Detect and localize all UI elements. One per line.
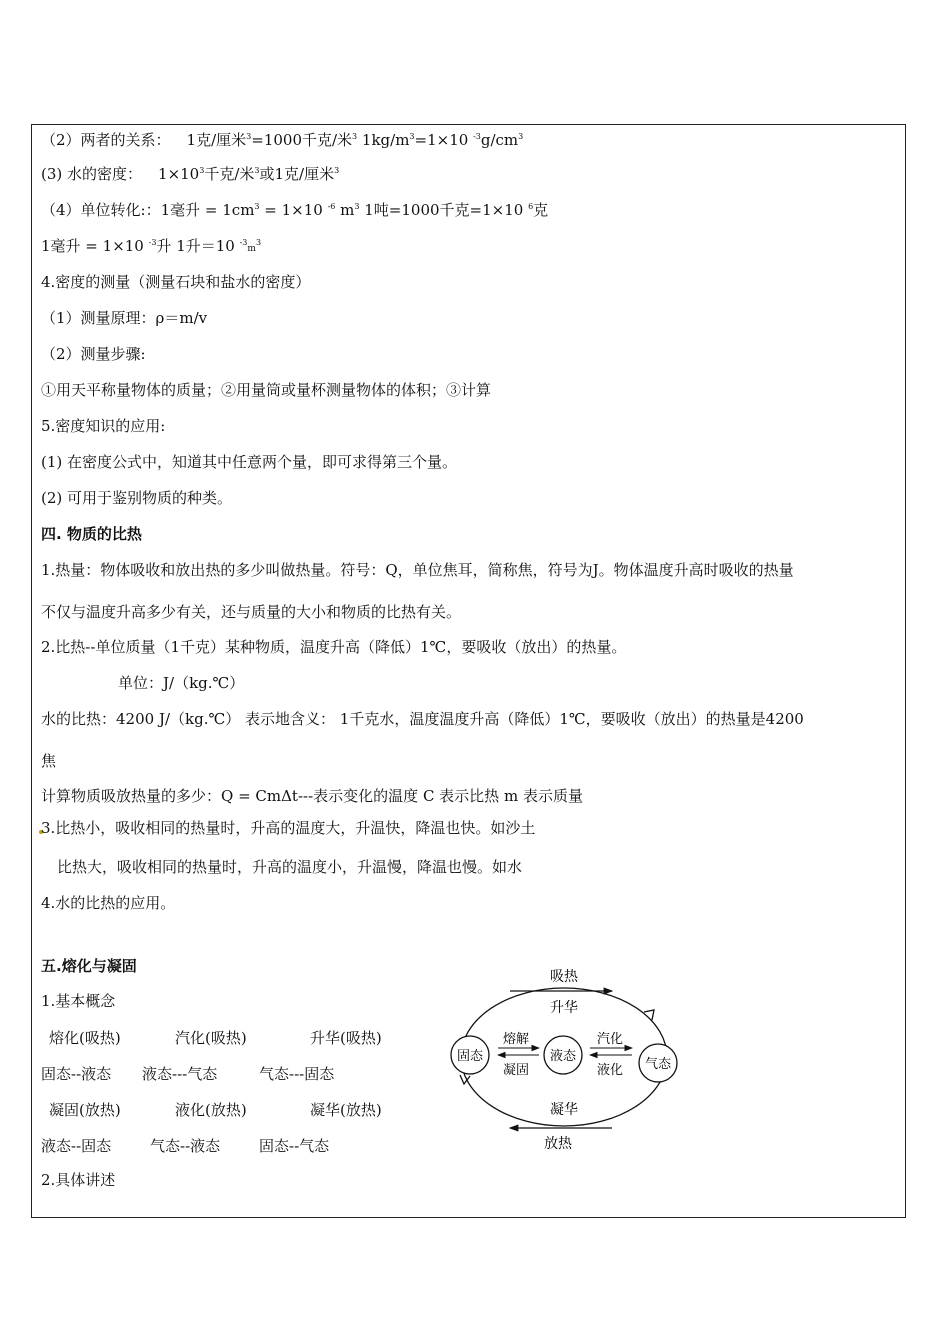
heat-calculation: 计算物质吸放热量的多少：Q = CmΔt---表示变化的温度 C 表示比热 m 表示质量 (41, 787, 583, 805)
concept-liquefaction: 液化(放热) (175, 1101, 247, 1119)
measurement-steps-title: （2）测量步骤: (41, 345, 146, 363)
detail-title: 2.具体讲述 (41, 1171, 116, 1189)
unit-conversion-line: （4）单位转化:：1毫升 = $1cm^3 = 1\times 10$ $^{-6}$ $m^3$ 1吨=1000千克=1×10 $^6$克 (41, 201, 549, 219)
concept-solid-liquid: 固态--液态 (41, 1065, 112, 1083)
section-heading-specific-heat: 四. 物质的比热 (41, 525, 142, 543)
concept-sublimation: 升华(吸热) (310, 1029, 382, 1047)
concept-melting: 熔化(吸热) (49, 1029, 121, 1047)
liquid-label: 液态 (549, 1049, 577, 1064)
concept-vaporization: 汽化(吸热) (175, 1029, 247, 1047)
specific-heat-unit: 单位：J/（kg.℃） (118, 674, 245, 692)
concept-gas-solid: 气态---固态 (259, 1065, 335, 1083)
concept-freezing: 凝固(放热) (49, 1101, 121, 1119)
vaporization-label: 汽化 (596, 1032, 624, 1047)
concept-liquid-gas: 液态---气态 (142, 1065, 218, 1083)
release-heat-label: 放热 (544, 1136, 572, 1152)
phase-change-diagram (440, 962, 690, 1158)
sublimation-label: 升华 (550, 1000, 578, 1016)
melting-label: 熔解 (502, 1032, 530, 1047)
application-item-1: (1) 在密度公式中，知道其中任意两个量，即可求得第三个量。 (41, 453, 458, 471)
unit-conversion-line-2: 1毫升 = 1×10 $^{-3}$升 1升＝10 $^{-3}m^3$ (41, 237, 262, 255)
liquefaction-label: 液化 (596, 1063, 624, 1078)
deposition-label: 凝华 (550, 1102, 578, 1118)
measurement-title: 4.密度的测量（测量石块和盐水的密度） (41, 273, 311, 291)
measurement-steps: ①用天平称量物体的质量；②用量筒或量杯测量物体的体积；③计算 (41, 381, 492, 399)
large-specific-heat: 比热大，吸收相同的热量时，升高的温度小，升温慢，降温也慢。如水 (57, 858, 523, 876)
concept-deposition: 凝华(放热) (310, 1101, 382, 1119)
water-specific-heat-line-2: 焦 (41, 752, 57, 770)
absorb-heat-label: 吸热 (550, 969, 578, 985)
concept-gas-liquid: 气态--液态 (150, 1137, 221, 1155)
water-specific-heat-application: 4.水的比热的应用。 (41, 894, 176, 912)
heat-definition-line-2: 不仅与温度升高多少有关，还与质量的大小和物质的比热有关。 (41, 603, 462, 621)
application-title: 5.密度知识的应用: (41, 417, 166, 435)
freezing-label: 凝固 (502, 1063, 530, 1078)
solid-label: 固态 (456, 1049, 484, 1064)
measurement-principle: （1）测量原理：ρ＝m/v (41, 309, 208, 327)
concept-solid-gas: 固态--气态 (259, 1137, 330, 1155)
section-heading-melting: 五.熔化与凝固 (41, 957, 137, 975)
application-item-2: (2) 可用于鉴别物质的种类。 (41, 489, 233, 507)
basic-concept-title: 1.基本概念 (41, 992, 116, 1010)
water-density-line: (3) 水的密度： $1\times 10^3$千克/米$^3$或1克/厘米$^3$ (41, 165, 340, 183)
heat-definition-line-1: 1.热量：物体吸收和放出热的多少叫做热量。符号：Q，单位焦耳，简称焦，符号为J。物体温度升高时吸收的热量 (41, 561, 794, 579)
small-specific-heat: 3.比热小，吸收相同的热量时，升高的温度大，升温快，降温也快。如沙土 (41, 819, 536, 837)
concept-liquid-solid: 液态--固态 (41, 1137, 112, 1155)
specific-heat-definition: 2.比热--单位质量（1千克）某种物质，温度升高（降低）1℃，要吸收（放出）的热量。 (41, 638, 627, 656)
relation-line: （2）两者的关系： 1克/厘米$^3$=1000千克/米$^3$ $1kg/m^3=1\times 10$ $^{-3}g/cm^3$ (41, 131, 524, 149)
gas-label: 气态 (644, 1057, 672, 1072)
water-specific-heat-line-1: 水的比热：4200 J/（kg.℃） 表示地含义： 1千克水，温度温度升高（降低）1℃，要吸收（放出）的热量是4200 (41, 710, 804, 728)
